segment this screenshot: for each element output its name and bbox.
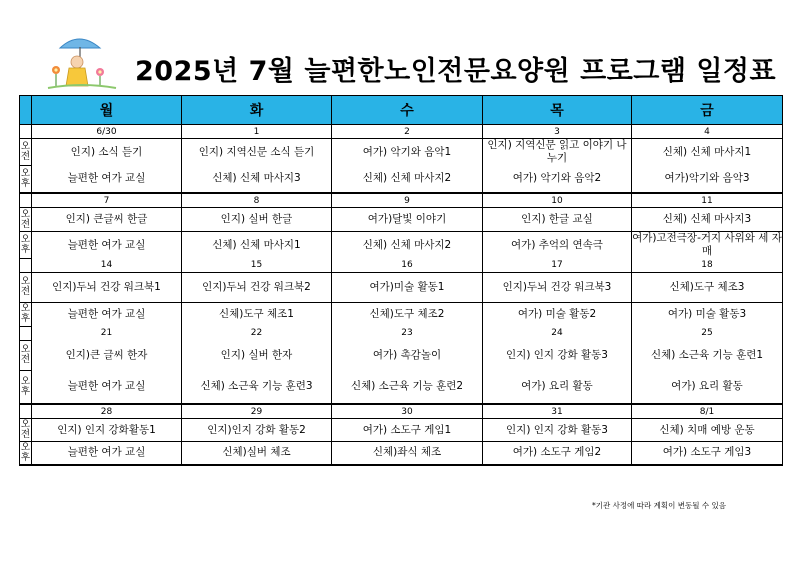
program-cell: 인지) 인지 강화활동1 (32, 419, 182, 442)
program-cell: 여가) 요리 활동 (632, 370, 783, 404)
program-cell: 인지)인지 강화 활동2 (182, 419, 332, 442)
pm-label: 오후 (20, 303, 31, 324)
footnote: *기관 사정에 따라 계획이 변동될 수 있음 (592, 501, 726, 510)
program-cell: 여가) 악기와 음악1 (332, 139, 483, 166)
day-header-thu: 목 (483, 96, 632, 125)
program-cell: 인지) 지역신문 읽고 이야기 나누기 (483, 139, 632, 166)
date-row (20, 193, 783, 208)
program-cell: 인지)큰 글씨 한자 (32, 340, 182, 370)
date-row (20, 326, 783, 340)
program-cell: 여가)달빛 이야기 (332, 208, 483, 232)
am-label: 오전 (20, 208, 31, 230)
program-cell: 인지)두뇌 건강 워크북1 (32, 272, 182, 302)
am-row (20, 139, 783, 166)
date-corner (20, 193, 32, 208)
program-cell: 신체) 신체 마사지2 (332, 165, 483, 193)
date-cell: 18 (632, 258, 783, 272)
program-cell: 신체)도구 체조3 (632, 272, 783, 302)
date-cell: 1 (182, 125, 332, 139)
day-header-fri: 금 (632, 96, 783, 125)
date-corner (20, 258, 32, 272)
program-cell: 신체) 신체 마사지3 (632, 208, 783, 232)
program-cell: 인지) 실버 한글 (182, 208, 332, 232)
pm-row (20, 165, 783, 193)
program-cell: 여가) 추억의 연속극 (483, 232, 632, 259)
am-label: 오전 (20, 419, 31, 440)
date-cell: 11 (632, 193, 783, 208)
program-cell: 신체) 소근육 기능 훈련1 (632, 340, 783, 370)
date-cell: 23 (332, 326, 483, 340)
program-cell: 인지) 인지 강화 활동3 (483, 419, 632, 442)
pm-label: 오후 (20, 165, 32, 193)
program-cell: 늘편한 여가 교실 (32, 302, 182, 326)
header-row (20, 96, 783, 125)
program-cell: 신체) 신체 마사지2 (332, 232, 483, 259)
date-cell: 9 (332, 193, 483, 208)
date-cell: 22 (182, 326, 332, 340)
pm-label: 오후 (20, 232, 32, 259)
program-cell: 늘편한 여가 교실 (32, 165, 182, 193)
program-cell: 신체)도구 체조2 (332, 302, 483, 326)
program-cell: 인지) 소식 듣기 (32, 139, 182, 166)
date-cell: 21 (32, 326, 182, 340)
program-cell: 늘편한 여가 교실 (32, 370, 182, 404)
program-cell: 신체)실버 체조 (182, 442, 332, 465)
program-cell: 인지) 실버 한자 (182, 340, 332, 370)
schedule-table (19, 95, 783, 466)
date-cell: 7 (32, 193, 182, 208)
date-cell: 31 (483, 404, 632, 419)
date-cell: 2 (332, 125, 483, 139)
date-cell: 8/1 (632, 404, 783, 419)
day-header-tue: 화 (182, 96, 332, 125)
program-cell: 여가) 촉감놀이 (332, 340, 483, 370)
date-cell: 6/30 (32, 125, 182, 139)
program-cell: 여가) 소도구 게임2 (483, 442, 632, 465)
pm-label: 오후 (20, 370, 32, 404)
program-cell: 여가) 요리 활동 (483, 370, 632, 404)
date-cell: 14 (32, 258, 182, 272)
date-cell: 4 (632, 125, 783, 139)
program-cell: 여가) 미술 활동3 (632, 302, 783, 326)
am-label: 오전 (20, 340, 32, 370)
pm-row (20, 302, 783, 326)
day-header-mon: 월 (32, 96, 182, 125)
date-corner (20, 125, 32, 139)
umbrella-child-icon (44, 34, 120, 92)
program-cell: 여가) 소도구 게임3 (632, 442, 783, 465)
date-cell: 24 (483, 326, 632, 340)
pm-row (20, 232, 783, 259)
program-cell: 신체) 소근육 기능 훈련2 (332, 370, 483, 404)
date-cell: 15 (182, 258, 332, 272)
am-row (20, 272, 783, 302)
program-cell: 신체)도구 체조1 (182, 302, 332, 326)
program-cell: 여가)악기와 음악3 (632, 165, 783, 193)
am-row (20, 208, 783, 232)
am-label: 오전 (20, 272, 32, 302)
am-row (20, 419, 783, 442)
program-cell: 신체) 소근육 기능 훈련3 (182, 370, 332, 404)
program-cell: 늘편한 여가 교실 (32, 232, 182, 259)
program-cell: 신체) 신체 마사지3 (182, 165, 332, 193)
program-cell: 신체) 신체 마사지1 (632, 139, 783, 166)
date-row (20, 258, 783, 272)
date-cell: 16 (332, 258, 483, 272)
umbrella-child-logo (44, 34, 120, 92)
pm-row (20, 442, 783, 465)
program-cell: 신체) 치매 예방 운동 (632, 419, 783, 442)
program-cell: 여가) 미술 활동2 (483, 302, 632, 326)
date-row (20, 125, 783, 139)
date-corner (20, 404, 32, 419)
program-cell: 여가) 소도구 게임1 (332, 419, 483, 442)
page-title: 2025년 7월 늘편한노인전문요양원 프로그램 일정표 (135, 56, 777, 87)
program-cell: 인지) 한글 교실 (483, 208, 632, 232)
program-cell: 인지) 인지 강화 활동3 (483, 340, 632, 370)
am-label: 오전 (20, 139, 32, 166)
program-cell: 인지) 큰글씨 한글 (32, 208, 182, 232)
header-corner (20, 96, 32, 125)
pm-label: 오후 (20, 441, 31, 463)
date-cell: 8 (182, 193, 332, 208)
date-cell: 3 (483, 125, 632, 139)
date-cell: 17 (483, 258, 632, 272)
date-cell: 30 (332, 404, 483, 419)
program-cell: 신체) 신체 마사지1 (182, 232, 332, 259)
program-cell: 여가)미술 활동1 (332, 272, 483, 302)
date-cell: 28 (32, 404, 182, 419)
date-row (20, 404, 783, 419)
am-row (20, 340, 783, 370)
program-cell: 인지)두뇌 건강 워크북2 (182, 272, 332, 302)
program-cell: 신체)좌식 체조 (332, 442, 483, 465)
program-cell: 인지) 지역신문 소식 듣기 (182, 139, 332, 166)
date-corner (20, 326, 32, 340)
program-cell: 여가)고전극장-거지 사위와 세 자매 (632, 232, 782, 257)
date-cell: 25 (632, 326, 783, 340)
date-cell: 10 (483, 193, 632, 208)
program-cell: 인지)두뇌 건강 워크북3 (483, 272, 632, 302)
program-cell: 늘편한 여가 교실 (32, 442, 182, 465)
pm-row (20, 370, 783, 404)
date-cell: 29 (182, 404, 332, 419)
program-cell: 여가) 악기와 음악2 (483, 165, 632, 193)
day-header-wed: 수 (332, 96, 483, 125)
